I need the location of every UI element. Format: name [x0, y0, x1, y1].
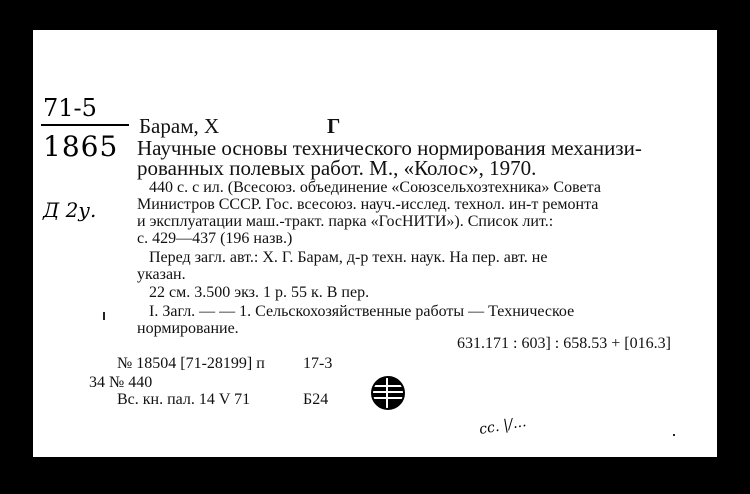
margin-note: Д 2у. [43, 198, 97, 222]
print-number: 34 № 440 [89, 374, 153, 391]
author-initial: Г [327, 114, 341, 138]
speck [103, 312, 105, 320]
subject-line: нормирование. [137, 320, 239, 337]
subject-line: I. Загл. — — 1. Сельскохозяйственные работы — Техническое [149, 303, 575, 320]
description-line: Министров СССР. Гос. всесоюз. науч.-исслед. технол. ин-т ремонта [137, 196, 599, 213]
description-line: с. 429—437 (196 назв.) [137, 230, 293, 247]
library-stamp [371, 376, 405, 410]
accession-number: № 18504 [71-28199] п [117, 355, 265, 372]
title-line-1: Научные основы технического нормирования механизи- [137, 136, 642, 160]
title-line-2: рованных полевых работ. М., «Колос», 1970. [137, 156, 537, 180]
call-number-top: 71-5 [43, 94, 97, 122]
punch-hole [2, 70, 12, 88]
punch-hole [2, 130, 12, 148]
handwritten-scribble: сс. |/... [477, 414, 528, 438]
call-number-divider [41, 124, 129, 126]
description-line: 440 с. с ил. (Всесоюз. объединение «Союзсельхозтехника» Совета [149, 179, 601, 196]
book-chamber-code: Б24 [303, 391, 329, 408]
call-number-bottom: 1865 [43, 130, 119, 163]
description-line: и эксплуатации маш.-тракт. парка «ГосНИТИ»). Список лит.: [137, 213, 554, 230]
note-line: Перед загл. авт.: Х. Г. Барам, д-р техн. наук. На пер. авт. не [149, 249, 548, 266]
accession-code: 17-3 [303, 355, 333, 372]
physical-description: 22 см. 3.500 экз. 1 р. 55 к. В пер. [149, 284, 370, 301]
book-chamber: Вс. кн. пал. 14 V 71 [117, 391, 251, 408]
note-line: указан. [137, 266, 186, 283]
speck [673, 434, 675, 436]
udc-classification: 631.171 : 603] : 658.53 + [016.3] [457, 335, 671, 352]
author-heading: Барам, Х [139, 114, 220, 138]
